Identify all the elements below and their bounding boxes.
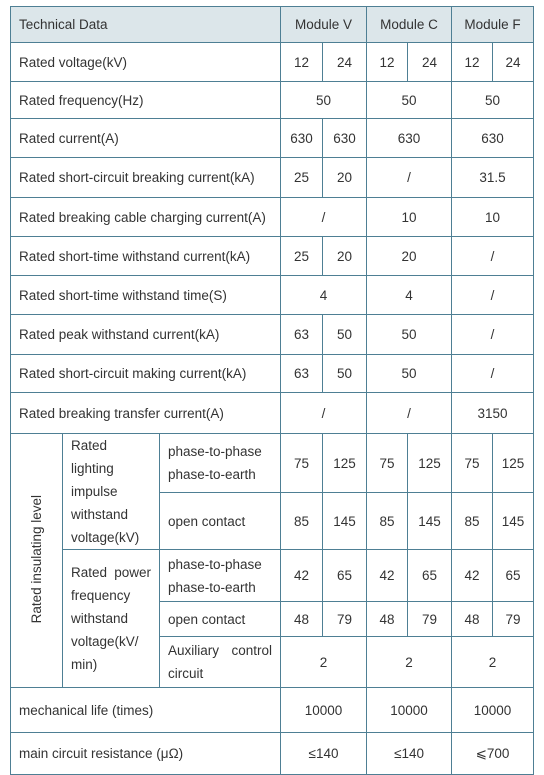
module-v-header: Module V (281, 7, 367, 43)
row-label: Rated voltage(kV) (11, 43, 281, 82)
table-row-cable-charging (11, 198, 534, 237)
table-cell: 42 (367, 550, 408, 602)
table-cell: 85 (452, 493, 493, 550)
table-cell: 50 (281, 82, 367, 119)
label-line: phase-to-phase (168, 444, 262, 459)
auxiliary-control-label (160, 637, 281, 688)
open-contact-label: open contact (160, 493, 281, 550)
table-cell: / (452, 315, 534, 355)
table-cell: 50 (367, 82, 452, 119)
table-cell: 65 (408, 550, 452, 602)
label-line: min) (71, 657, 98, 672)
label-line: lighting (71, 461, 114, 476)
label-line: voltage(kV/ (71, 634, 139, 649)
table-cell: 75 (367, 434, 408, 493)
phase-label (160, 550, 281, 602)
open-contact-label: open contact (160, 602, 281, 637)
table-row-rated-voltage (11, 43, 534, 82)
row-label: Rated frequency(Hz) (11, 82, 281, 119)
table-cell: 12 (281, 43, 323, 82)
table-row-transfer-current (11, 393, 534, 434)
table-cell: 630 (281, 119, 323, 158)
table-cell: 4 (367, 276, 452, 315)
table-cell: 25 (281, 237, 323, 276)
label-line: withstand (71, 507, 129, 522)
lightning-impulse-label (63, 434, 160, 550)
table-cell: 24 (408, 43, 452, 82)
table-title: Technical Data (11, 7, 281, 43)
table-cell: 85 (367, 493, 408, 550)
row-label: Rated peak withstand current(kA) (11, 315, 281, 355)
table-cell: / (452, 276, 534, 315)
table-cell: 79 (323, 602, 367, 637)
label-line: frequency (71, 588, 131, 603)
table-header-row (11, 7, 534, 43)
table-cell: 10 (367, 198, 452, 237)
label-line: circuit (168, 666, 204, 681)
table-cell: 125 (408, 434, 452, 493)
row-label: mechanical life (times) (11, 688, 281, 733)
row-label: Rated short-time withstand time(S) (11, 276, 281, 315)
row-label: Rated short-circuit making current(kA) (11, 355, 281, 393)
table-cell: 145 (323, 493, 367, 550)
table-cell: 75 (452, 434, 493, 493)
row-label: Rated breaking transfer current(A) (11, 393, 281, 434)
table-row-short-time-withstand-time (11, 276, 534, 315)
table-cell: 145 (408, 493, 452, 550)
table-cell: 630 (367, 119, 452, 158)
table-cell: 75 (281, 434, 323, 493)
table-cell: 20 (323, 237, 367, 276)
insulating-level-group-label (11, 434, 63, 688)
table-cell: 48 (367, 602, 408, 637)
row-label: Rated breaking cable charging current(A) (11, 198, 281, 237)
table-cell: 25 (281, 158, 323, 198)
table-cell: 50 (452, 82, 534, 119)
table-cell: 12 (367, 43, 408, 82)
table-cell: 10 (452, 198, 534, 237)
table-cell: 50 (323, 355, 367, 393)
table-cell: 12 (452, 43, 493, 82)
table-cell: ⩽700 (452, 733, 534, 775)
table-cell: 42 (281, 550, 323, 602)
table-cell: ≤140 (281, 733, 367, 775)
table-cell: 48 (281, 602, 323, 637)
table-cell: 65 (323, 550, 367, 602)
table-cell: 24 (323, 43, 367, 82)
table-cell: 3150 (452, 393, 534, 434)
table-cell: 10000 (367, 688, 452, 733)
table-cell: 20 (367, 237, 452, 276)
power-frequency-label (63, 550, 160, 688)
technical-data-table (10, 6, 534, 775)
row-label: Rated short-time withstand current(kA) (11, 237, 281, 276)
table-cell: 2 (452, 637, 534, 688)
table-cell: 630 (323, 119, 367, 158)
label-line: Rated power (71, 565, 151, 580)
label-line: voltage(kV) (71, 530, 140, 545)
insulating-level-text: Rated insulating level (29, 494, 44, 624)
table-cell: 50 (367, 315, 452, 355)
table-row-rated-frequency (11, 82, 534, 119)
table-cell: 42 (452, 550, 493, 602)
table-cell: 2 (367, 637, 452, 688)
label-line: phase-to-earth (168, 467, 256, 482)
row-label: Rated short-circuit breaking current(kA) (11, 158, 281, 198)
table-row-main-circuit-resistance (11, 733, 534, 775)
table-cell: 20 (323, 158, 367, 198)
table-cell: 630 (452, 119, 534, 158)
table-cell: 125 (493, 434, 534, 493)
table-cell: / (452, 237, 534, 276)
table-cell: 10000 (281, 688, 367, 733)
table-cell: 31.5 (452, 158, 534, 198)
table-cell: 50 (367, 355, 452, 393)
technical-data-sheet (10, 6, 534, 775)
label-line: Rated (71, 438, 108, 453)
table-cell: 63 (281, 315, 323, 355)
table-row-short-time-withstand-current (11, 237, 534, 276)
table-cell: / (281, 393, 367, 434)
table-cell: 48 (452, 602, 493, 637)
table-cell: 125 (323, 434, 367, 493)
label-line: withstand (71, 611, 129, 626)
table-cell: 85 (281, 493, 323, 550)
table-row-rated-current (11, 119, 534, 158)
table-row-peak-withstand (11, 315, 534, 355)
table-cell: 10000 (452, 688, 534, 733)
table-cell: 50 (323, 315, 367, 355)
module-c-header: Module C (367, 7, 452, 43)
table-cell: 2 (281, 637, 367, 688)
table-cell: 63 (281, 355, 323, 393)
table-cell: 79 (493, 602, 534, 637)
label-line: impulse (71, 484, 118, 499)
table-cell: 145 (493, 493, 534, 550)
label-line: phase-to-phase (168, 556, 262, 572)
table-cell: / (367, 393, 452, 434)
row-label: main circuit resistance (μΩ) (11, 733, 281, 775)
table-row-short-circuit-making (11, 355, 534, 393)
table-row-short-circuit-breaking (11, 158, 534, 198)
table-cell: ≤140 (367, 733, 452, 775)
table-cell: / (452, 355, 534, 393)
table-cell: 4 (281, 276, 367, 315)
table-row-mechanical-life (11, 688, 534, 733)
label-line: Auxiliary control (168, 643, 273, 658)
table-cell: / (281, 198, 367, 237)
table-row-power-phase (11, 550, 534, 602)
row-label: Rated current(A) (11, 119, 281, 158)
table-row-lightning-phase (11, 434, 534, 493)
table-cell: / (367, 158, 452, 198)
table-cell: 79 (408, 602, 452, 637)
module-f-header: Module F (452, 7, 534, 43)
phase-label (160, 434, 281, 493)
label-line: phase-to-earth (168, 579, 256, 595)
table-cell: 65 (493, 550, 534, 602)
table-cell: 24 (493, 43, 534, 82)
